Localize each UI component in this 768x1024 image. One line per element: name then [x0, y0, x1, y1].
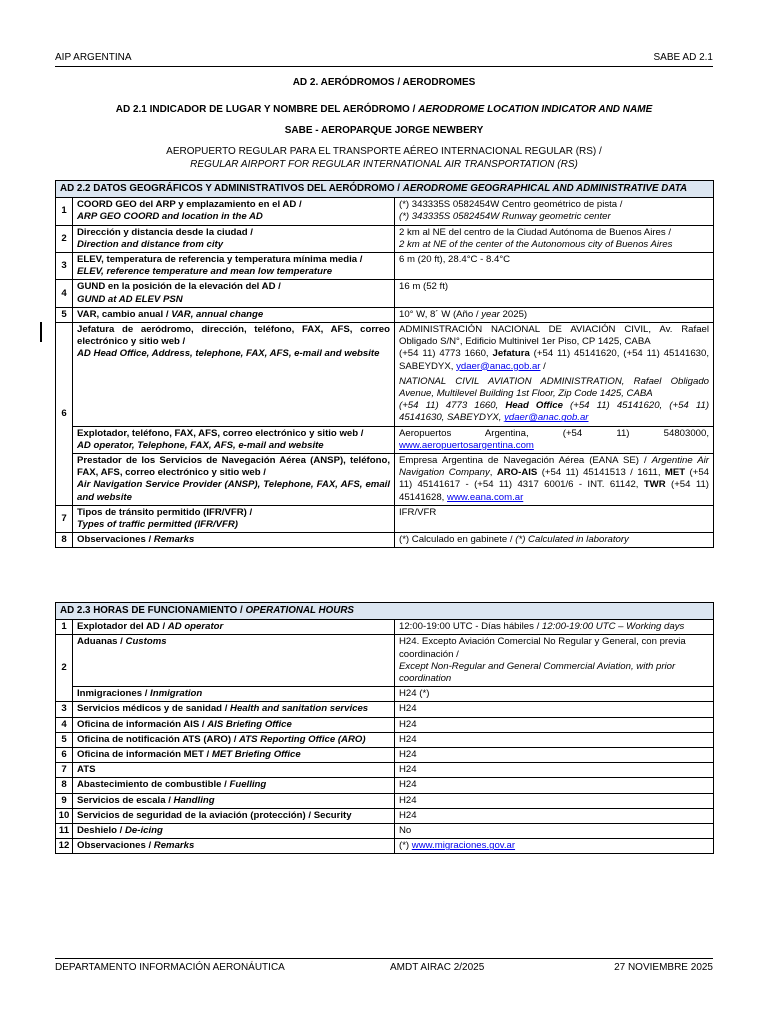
table-row: 5 VAR, cambio anual / VAR, annual change 10° W, 8´ W (Año / year 2025): [56, 307, 714, 322]
footer-department: DEPARTAMENTO INFORMACIÓN AERONÁUTICA: [55, 962, 285, 973]
footer-amendment: AMDT AIRAC 2/2025: [390, 962, 485, 973]
table-row: 1 COORD GEO del ARP y emplazamiento en el AD / ARP GEO COORD and location in the AD (*) 343335S 0582454W Centro geométrico de pista / (*) 343335S 0582454W Runway geometric center: [56, 198, 714, 225]
table-ad-2-2: [55, 180, 714, 548]
table-row: Explotador, teléfono, FAX, AFS, correo electrónico y sitio web / AD operator, Telephone, FAX, AFS, e-mail and website Aeropuertos Argentina, (+54 11) 54803000, www.aeropuertosargentina.com: [56, 426, 714, 453]
table-row: 1 Explotador del AD / AD operator 12:00-19:00 UTC - Días hábiles / 12:00-19:00 UTC – Working days: [56, 620, 714, 635]
page-footer: [55, 958, 713, 976]
table-ad-2-3: [55, 602, 714, 854]
table-row: 8 Abastecimiento de combustible / Fuelling H24: [56, 778, 714, 793]
table-row: 10 Servicios de seguridad de la aviación (protección) / Security H24: [56, 808, 714, 823]
table-row: 6 Jefatura de aeródromo, dirección, teléfono, FAX, AFS, correo electrónico y sitio web / AD Head Office, Address, telephone, FAX, AFS, e-mail and website ADMINISTRACIÓN NACIONAL DE AVIACIÓN CIVIL, Av. Rafael Obligado S/N°, Edificio Multinivel 1er Piso, CP 1425, CABA (+54 11) 4773 1660, Jefatura (+54 11) 45141620, (+54 11) 45141630, SABEYDYX, ydaer@anac.gob.ar / NATIONAL CIVIL AVIATION ADMINISTRATION, Rafael Obligado Avenue, Multilevel Building 1st Floor, Zip Code 1425, CABA (+54 11) 4773 1660, Head Office (+54 11) 45141620, (+54 11) 45141630, SABEYDYX, ydaer@anac.gob.ar: [56, 323, 714, 427]
subsection-title: AD 2.1 INDICADOR DE LUGAR Y NOMBRE DEL AERÓDROMO / AERODROME LOCATION INDICATOR AND NAME: [115, 104, 653, 115]
table-row: Prestador de los Servicios de Navegación Aérea (ANSP), teléfono, FAX, AFS, correo electrónico y sitio web / Air Navigation Service Provider (ANSP), Telephone, FAX, AFS, email and website Empresa Argentina de Navegación Aérea (EANA SE) / Argentine Air Navigation Company, ARO-AIS (+54 11) 45141513 / 1611, MET (+54 11) 45141617 - (+54 11) 4317 6001/6 - INT. 61142, TWR (+54 11) 45141628, www.eana.com.ar: [56, 454, 714, 506]
table-ad-2-2-header: AD 2.2 DATOS GEOGRÁFICOS Y ADMINISTRATIVOS DEL AERÓDROMO / AERODROME GEOGRAPHICAL AND ADMINISTRATIVE DATA: [56, 181, 714, 198]
aerodrome-type-es: AEROPUERTO REGULAR PARA EL TRANSPORTE AÉREO INTERNACIONAL REGULAR (RS) /: [166, 146, 602, 157]
header-right: SABE AD 2.1: [653, 52, 713, 63]
migraciones-link[interactable]: www.migraciones.gov.ar: [411, 840, 516, 852]
table-ad-2-3-header: AD 2.3 HORAS DE FUNCIONAMIENTO / OPERATIONAL HOURS: [56, 603, 714, 620]
table-row: Inmigraciones / Inmigration H24 (*): [56, 687, 714, 702]
table-row: 4 Oficina de información AIS / AIS Briefing Office H24: [56, 717, 714, 732]
table-row: 11 Deshielo / De-icing No: [56, 824, 714, 839]
section-title: AD 2. AERÓDROMOS / AERODROMES: [292, 77, 476, 88]
header-left: AIP ARGENTINA: [55, 52, 132, 63]
aerodrome-name: SABE - AEROPARQUE JORGE NEWBERY: [284, 125, 484, 136]
table-row: 4 GUND en la posición de la elevación del AD / GUND at AD ELEV PSN 16 m (52 ft): [56, 280, 714, 307]
table-row: 8 Observaciones / Remarks (*) Calculado en gabinete / (*) Calculated in laboratory: [56, 533, 714, 548]
email-link[interactable]: ydaer@anac.gob.ar: [456, 360, 541, 372]
table-row: 9 Servicios de escala / Handling H24: [56, 793, 714, 808]
table-row: 5 Oficina de notificación ATS (ARO) / ATS Reporting Office (ARO) H24: [56, 732, 714, 747]
table-row: 2 Dirección y distancia desde la ciudad / Direction and distance from city 2 km al NE del centro de la Ciudad Autónoma de Buenos Aires / 2 km at NE of the center of the Autonomous city of Buenos Aires: [56, 225, 714, 252]
revision-bar: [40, 322, 42, 342]
page-header: [55, 52, 713, 67]
table-row: 3 Servicios médicos y de sanidad / Health and sanitation services H24: [56, 702, 714, 717]
table-row: 7 ATS H24: [56, 763, 714, 778]
ansp-website-link[interactable]: www.eana.com.ar: [447, 491, 524, 503]
table-row: 7 Tipos de tránsito permitido (IFR/VFR) / Types of traffic permitted (IFR/VFR) IFR/VFR: [56, 505, 714, 532]
footer-date: 27 NOVIEMBRE 2025: [614, 962, 713, 973]
table-row: 6 Oficina de información MET / MET Briefing Office H24: [56, 748, 714, 763]
operator-website-link[interactable]: www.aeropuertosargentina.com: [399, 439, 534, 451]
email-link-en[interactable]: ydaer@anac.gob.ar: [504, 412, 589, 424]
table-row: 2 Aduanas / Customs H24. Excepto Aviación Comercial No Regular y General, con previa coordinación / Except Non-Regular and General Commercial Aviation, with prior coordination: [56, 635, 714, 687]
aerodrome-type-en: REGULAR AIRPORT FOR REGULAR INTERNATIONAL AIR TRANSPORTATION (RS): [190, 159, 578, 170]
table-row: 12 Observaciones / Remarks (*) www.migraciones.gov.ar: [56, 839, 714, 854]
table-row: 3 ELEV, temperatura de referencia y temperatura mínima media / ELEV, reference temperature and mean low temperature 6 m (20 ft), 28.4°C - 8.4°C: [56, 253, 714, 280]
